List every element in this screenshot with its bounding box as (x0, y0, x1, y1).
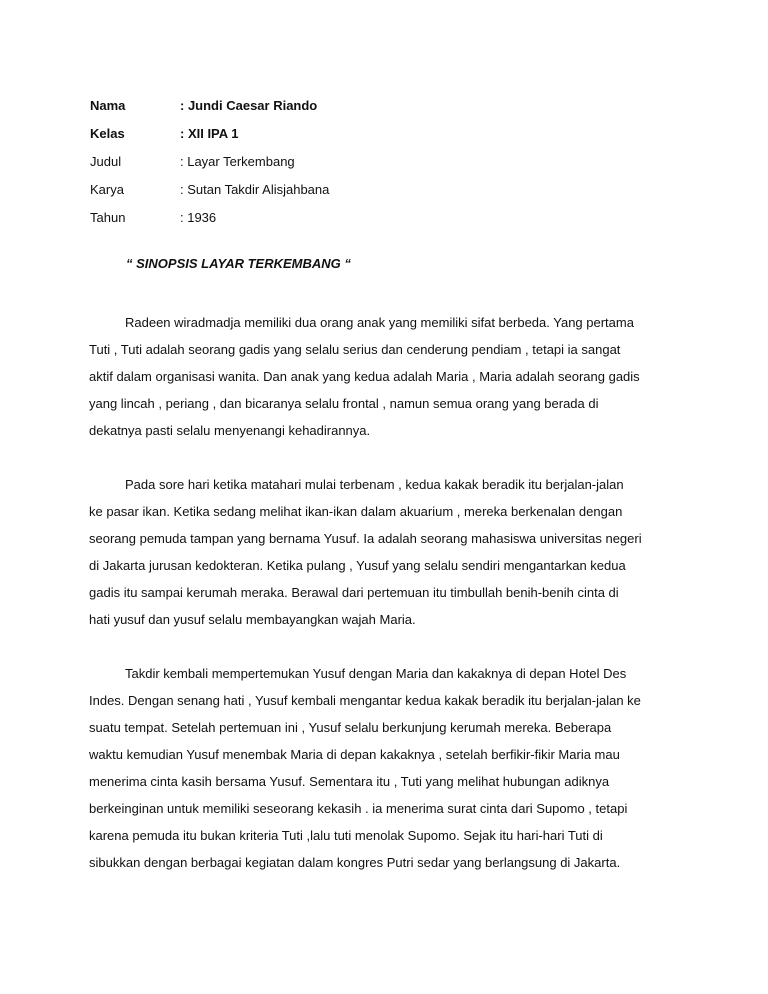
paragraph-line: berkeinginan untuk memiliki seseorang kekasih . ia menerima surat cinta dari Supomo , tetapi (89, 801, 628, 816)
meta-row-nama (90, 92, 690, 120)
paragraph-line: gadis itu sampai kerumah meraka. Berawal dari pertemuan itu timbullah benih-benih cinta di (89, 585, 619, 600)
paragraph-line: waktu kemudian Yusuf menembak Maria di depan kakaknya , setelah berfikir-fikir Maria mau (89, 747, 620, 762)
paragraph-line: ke pasar ikan. Ketika sedang melihat ikan-ikan dalam akuarium , mereka berkenalan dengan (89, 504, 623, 519)
paragraph-line: Radeen wiradmadja memiliki dua orang anak yang memiliki sifat berbeda. Yang pertama (125, 315, 634, 330)
paragraph-line: Takdir kembali mempertemukan Yusuf dengan Maria dan kakaknya di depan Hotel Des (125, 666, 627, 681)
meta-row-tahun (90, 204, 690, 232)
meta-label-karya: Karya (90, 182, 124, 197)
paragraph-line: di Jakarta jurusan kedokteran. Ketika pulang , Yusuf yang selalu sendiri mengantarkan kedua (89, 558, 626, 573)
meta-value-nama: : Jundi Caesar Riando (180, 98, 318, 113)
paragraph-line: dekatnya pasti selalu menyenangi kehadirannya. (89, 423, 371, 438)
paragraph-line: yang lincah , periang , dan bicaranya selalu frontal , namun semua orang yang berada di (89, 396, 599, 411)
meta-value-karya: : Sutan Takdir Alisjahbana (180, 182, 330, 197)
paragraph-line: Pada sore hari ketika matahari mulai terbenam , kedua kakak beradik itu berjalan-jalan (125, 477, 624, 492)
meta-label-kelas: Kelas (90, 126, 125, 141)
paragraph-1 (89, 309, 685, 444)
meta-label-judul: Judul (90, 154, 122, 169)
meta-label-tahun: Tahun (90, 210, 126, 225)
meta-value-judul: : Layar Terkembang (180, 154, 295, 169)
paragraph-line: aktif dalam organisasi wanita. Dan anak yang kedua adalah Maria , Maria adalah seorang gadis (89, 369, 640, 384)
meta-value-tahun: : 1936 (180, 210, 217, 225)
meta-value-kelas: : XII IPA 1 (180, 126, 239, 141)
synopsis-body (89, 309, 685, 903)
paragraph-line: seorang pemuda tampan yang bernama Yusuf. Ia adalah seorang mahasiswa universitas negeri (89, 531, 642, 546)
paragraph-line: hati yusuf dan yusuf selalu membayangkan wajah Maria. (89, 612, 416, 627)
paragraph-line: sibukkan dengan berbagai kegiatan dalam kongres Putri sedar yang berlangsung di Jakarta. (89, 855, 621, 870)
paragraph-line: Indes. Dengan senang hati , Yusuf kembali mengantar kedua kakak beradik itu berjalan-jalan ke (89, 693, 641, 708)
meta-row-karya (90, 176, 690, 204)
paragraph-line: karena pemuda itu bukan kriteria Tuti ,lalu tuti menolak Supomo. Sejak itu hari-hari Tuti di (89, 828, 603, 843)
paragraph-line: menerima cinta kasih bersama Yusuf. Sementara itu , Tuti yang melihat hubungan adiknya (89, 774, 610, 789)
paragraph-line: Tuti , Tuti adalah seorang gadis yang selalu serius dan cenderung pendiam , tetapi ia sangat (89, 342, 621, 357)
meta-row-judul (90, 148, 690, 176)
meta-label-nama: Nama (90, 98, 126, 113)
student-info (90, 92, 690, 232)
synopsis-title: “ SINOPSIS LAYAR TERKEMBANG “ (126, 256, 351, 271)
paragraph-2 (89, 471, 685, 633)
paragraph-line: suatu tempat. Setelah pertemuan ini , Yusuf selalu berkunjung kerumah mereka. Beberapa (89, 720, 612, 735)
meta-row-kelas (90, 120, 690, 148)
paragraph-3 (89, 660, 685, 876)
